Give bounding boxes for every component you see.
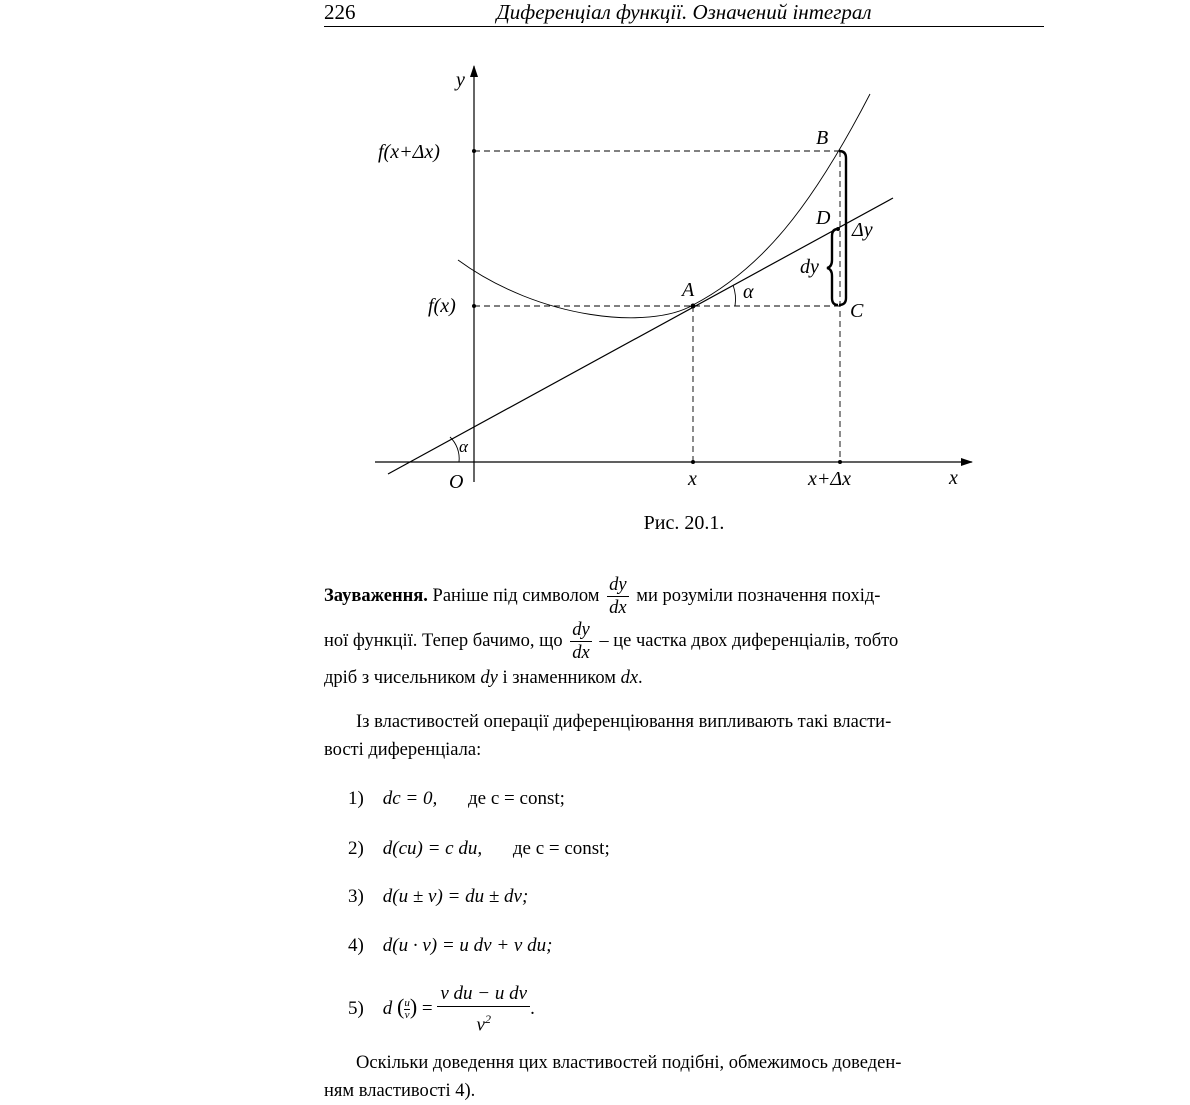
tick-x	[691, 460, 695, 464]
conclusion-line-2: ням властивості 4).	[324, 1081, 476, 1101]
property-condition: де c = const;	[512, 838, 610, 859]
point-D-dot	[836, 227, 840, 231]
figure-caption: Рис. 20.1.	[643, 512, 725, 534]
tick-fx	[472, 304, 476, 308]
alpha-label-top: α	[743, 281, 754, 303]
property-3	[348, 886, 528, 908]
remark-paragraph	[324, 574, 1044, 692]
function-curve	[458, 94, 870, 318]
big-fraction-numerator: v du − u dv	[437, 982, 530, 1007]
page-number: 226	[324, 0, 356, 24]
point-C-label: C	[850, 300, 864, 322]
property-formula: dc = 0,	[382, 788, 438, 809]
axis-y-label: y	[456, 69, 465, 91]
remark-end: .	[638, 668, 643, 688]
origin-label: O	[449, 471, 464, 493]
remark-dy: dy	[480, 668, 498, 688]
figure-20-1	[0, 0, 1190, 510]
property-number: 4)	[348, 935, 364, 956]
axis-x-label: x	[949, 467, 958, 489]
label-x: x	[688, 468, 697, 490]
property-formula-prefix: d	[382, 998, 393, 1020]
point-D-label: D	[816, 207, 831, 229]
property-number: 1)	[348, 788, 364, 809]
remark-text-4: – це частка двох диференціалів, тобто	[599, 630, 899, 651]
remark-heading: Зауваження.	[324, 585, 428, 606]
dy-label: dy	[800, 256, 819, 278]
conclusion-line-1: Оскільки доведення цих властивостей подібні, обмежимось доведен-	[356, 1053, 902, 1073]
equals-sign: =	[421, 998, 433, 1020]
fraction-numerator: dy	[572, 620, 590, 640]
dy-brace	[827, 229, 838, 305]
intro-line-1: Із властивостей операції диференціювання випливають такі власти-	[356, 712, 892, 732]
small-fraction-numerator: u	[404, 997, 410, 1010]
delta-y-label: Δy	[852, 219, 873, 241]
intro-line-2: вості диференціала:	[324, 740, 482, 760]
fraction-dy-dx-2	[570, 619, 591, 664]
remark-text-5: дріб з чисельником	[324, 668, 476, 688]
property-5: 5) d ( $\frac{u}{v}$) = $\frac{\text{v du − u dv}}{v^2}$ .	[348, 983, 535, 1036]
running-title: Диференціал функції. Означений інтеграл	[496, 0, 872, 24]
remark-text-3: ної функції. Тепер бачимо, що	[324, 630, 563, 651]
property-number: 5)	[348, 998, 364, 1020]
point-B-label: B	[816, 127, 829, 149]
quotient-rule-fraction	[437, 982, 530, 1037]
fraction-dy-dx-1	[607, 574, 628, 619]
alpha-label-bottom: α	[459, 437, 468, 456]
fraction-numerator: dy	[609, 575, 627, 595]
property-1	[348, 788, 565, 810]
big-fraction-denominator	[437, 1007, 530, 1037]
big-fraction-denominator-exponent: 2	[484, 1012, 491, 1026]
remark-text-1: Раніше під символом	[432, 585, 600, 606]
property-formula: d(u ± v) = du ± dv;	[382, 886, 529, 907]
property-formula: d(u · v) = u dv + v du;	[382, 935, 553, 956]
label-x-dx: x+Δx	[808, 468, 851, 490]
remark-dx: dx	[620, 668, 639, 688]
label-f-x-dx: f(x+Δx)	[378, 141, 440, 163]
property-condition: де c = const;	[468, 788, 565, 809]
tangent-line	[388, 198, 893, 474]
property-number: 2)	[348, 838, 364, 859]
angle-arc-top	[733, 285, 736, 306]
tick-x-dx	[838, 460, 842, 464]
small-fraction-denominator: v	[404, 1009, 410, 1022]
fraction-denominator: dx	[572, 643, 590, 663]
intro-paragraph	[324, 708, 1044, 764]
property-formula: d(cu) = c du,	[382, 838, 483, 859]
property-4	[348, 935, 552, 957]
angle-arc-bottom	[450, 437, 459, 462]
remark-text-6: і знаменником	[502, 668, 616, 688]
fraction-denominator: dx	[609, 598, 627, 618]
property-number: 3)	[348, 886, 364, 907]
big-fraction-denominator-base: v	[476, 1014, 485, 1036]
point-A-label: A	[682, 279, 695, 301]
remark-text-2: ми розуміли позначення похід-	[636, 585, 881, 606]
conclusion-paragraph	[324, 1049, 1044, 1105]
point-A-dot	[691, 304, 696, 309]
property-2	[348, 838, 610, 860]
tick-fx-dx	[472, 149, 476, 153]
property-5-end: .	[530, 998, 535, 1020]
label-f-x: f(x)	[428, 295, 456, 317]
